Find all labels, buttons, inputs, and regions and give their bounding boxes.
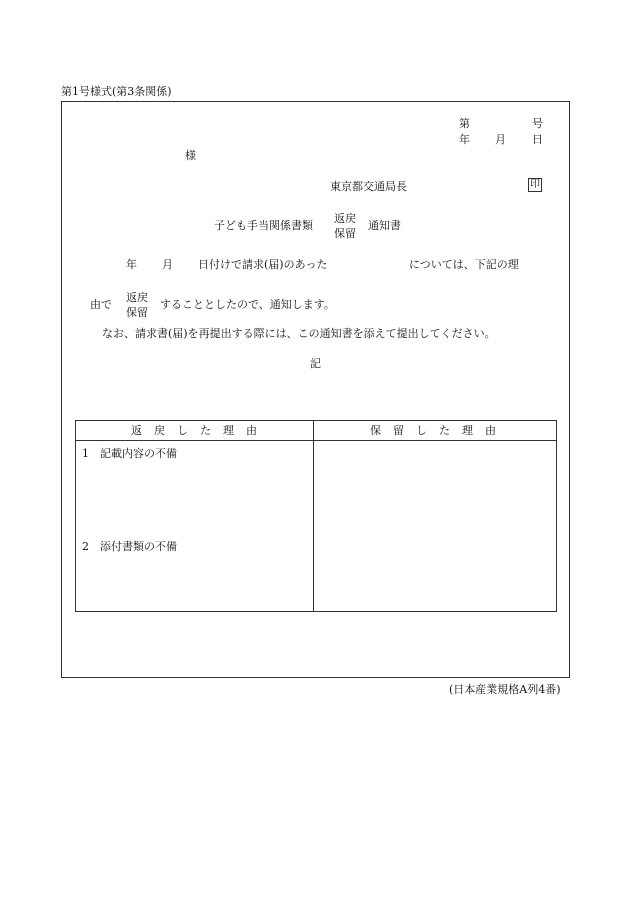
paper-size-note: (日本産業規格A列4番) [449,683,561,696]
number-go: 号 [532,117,543,130]
date-month: 月 [495,133,506,146]
body-line1-text: 日付けで請求(届)のあった [198,258,328,271]
number-dai: 第 [459,117,470,130]
body-line3: なお、請求書(届)を再提出する際には、この通知書を添えて提出してください。 [102,327,496,340]
issuer: 東京都交通局長 [330,180,407,193]
body-year: 年 [126,258,137,271]
body-option-hold: 保留 [126,306,148,319]
title-suffix: 通知書 [368,219,401,232]
body-options [124,290,150,320]
title-option-hold: 保留 [334,227,356,240]
title-option-return: 返戻 [334,212,356,225]
reason-item-2: 2 添付書類の不備 [82,540,177,553]
date-year: 年 [459,133,470,146]
reason-table-divider [313,421,314,611]
return-reason-header: 返戻した理由 [131,424,269,437]
seal-stamp: 印 [530,179,540,190]
body-line1-tail: については、下記の理 [409,258,519,271]
reason-item-1: 1 記載内容の不備 [82,447,177,460]
addressee-suffix: 様 [185,149,196,162]
body-line2-head: 由で [90,298,112,311]
body-option-return: 返戻 [126,291,148,304]
form-id: 第1号様式(第3条関係) [61,85,172,98]
title-prefix: 子ども手当関係書類 [214,219,313,232]
ki-label: 記 [310,357,321,370]
hold-reason-header: 保留した理由 [370,424,508,437]
body-line2-tail: することとしたので、通知します。 [160,298,335,311]
date-day: 日 [532,133,543,146]
reason-table [75,420,557,612]
title-options [332,211,358,241]
body-month: 月 [162,258,173,271]
